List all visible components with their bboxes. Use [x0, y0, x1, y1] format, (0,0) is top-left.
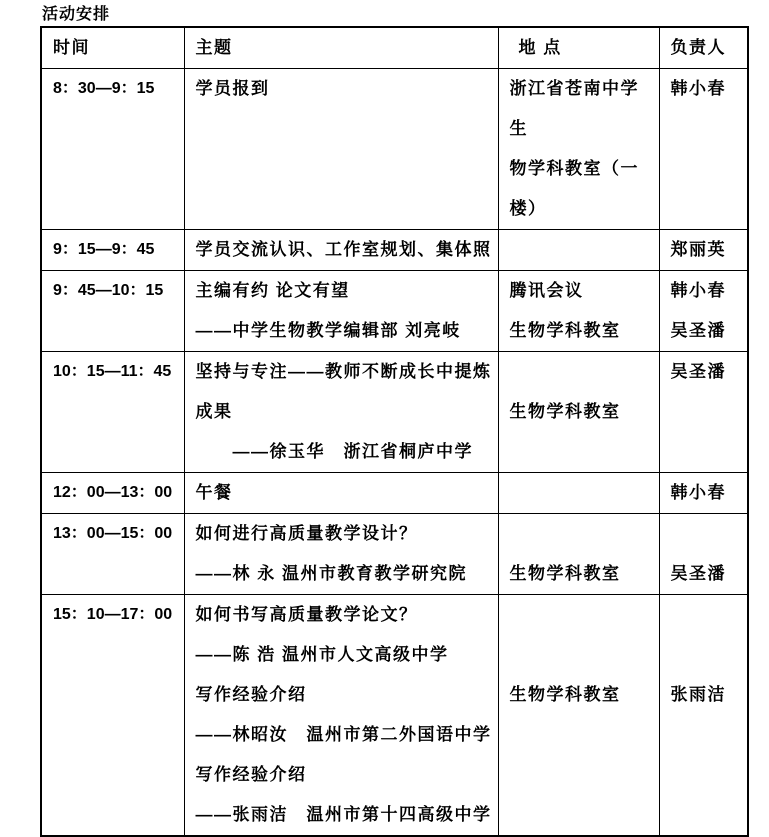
time-cell — [41, 514, 184, 595]
topic-cell-line: 主编有约 论文有望 — [195, 281, 350, 300]
location-cell-line: 生物学科教室 — [509, 402, 621, 421]
location-cell — [498, 473, 659, 514]
topic-cell-line: ——陈 浩 温州市人文高级中学 — [195, 645, 449, 664]
header-topic: 主题 — [184, 27, 498, 69]
topic-cell-line: 成果 — [195, 402, 233, 421]
person-cell-line: 韩小春 — [670, 79, 726, 98]
table-row — [41, 595, 748, 837]
person-cell-line — [671, 635, 742, 675]
time-cell-line: 9：45—10：15 — [53, 282, 164, 299]
table-body — [41, 69, 748, 837]
table-row — [41, 514, 748, 595]
location-cell-line: 生物学科教室 — [509, 321, 621, 340]
time-cell — [41, 230, 184, 271]
header-time: 时间 — [41, 27, 184, 69]
location-cell — [498, 595, 659, 837]
time-cell — [41, 271, 184, 352]
topic-cell-line: 如何进行高质量教学设计？ — [195, 524, 418, 543]
topic-cell-line: 写作经验介绍 — [195, 765, 307, 784]
schedule-table — [40, 26, 749, 837]
person-cell-line — [671, 595, 742, 635]
topic-cell-line: ——林 永 温州市教育教学研究院 — [195, 564, 467, 583]
person-cell-line: 张雨洁 — [670, 685, 726, 704]
location-cell — [498, 352, 659, 473]
location-cell-line: 浙江省苍南中学生 — [509, 79, 639, 138]
person-cell-line: 韩小春 — [670, 281, 726, 300]
location-cell-line: 物学科教室（一楼） — [509, 159, 639, 218]
location-cell-line — [510, 514, 653, 554]
page-title: 活动安排 — [42, 6, 111, 23]
topic-cell — [184, 230, 498, 271]
topic-cell-line: 写作经验介绍 — [195, 685, 307, 704]
person-cell — [659, 69, 748, 230]
location-cell-line — [510, 595, 653, 635]
topic-cell — [184, 352, 498, 473]
location-cell — [498, 271, 659, 352]
table-row — [41, 473, 748, 514]
table-row — [41, 271, 748, 352]
time-cell-line: 8：30—9：15 — [53, 80, 155, 97]
topic-cell-line: 如何书写高质量教学论文？ — [195, 605, 418, 624]
location-cell — [498, 514, 659, 595]
person-cell — [659, 352, 748, 473]
person-cell — [659, 473, 748, 514]
time-cell — [41, 352, 184, 473]
time-cell-line: 10：15—11：45 — [53, 363, 172, 380]
person-cell — [659, 271, 748, 352]
location-cell-line: 生物学科教室 — [509, 685, 621, 704]
person-cell-line: 韩小春 — [670, 483, 726, 502]
person-cell — [659, 230, 748, 271]
time-cell — [41, 595, 184, 837]
table-row — [41, 69, 748, 230]
table-row — [41, 352, 748, 473]
header-location: 地 点 — [498, 27, 659, 69]
time-cell-line: 9：15—9：45 — [53, 241, 155, 258]
topic-cell-line: ——中学生物教学编辑部 刘亮岐 — [195, 321, 461, 340]
table-row — [41, 230, 748, 271]
topic-cell — [184, 271, 498, 352]
time-cell — [41, 473, 184, 514]
person-cell — [659, 514, 748, 595]
header-person: 负责人 — [659, 27, 748, 69]
time-cell-line: 13：00—15：00 — [53, 525, 173, 542]
topic-cell — [184, 69, 498, 230]
topic-cell-line: ——张雨洁 温州市第十四高级中学 — [195, 805, 492, 824]
time-cell-line: 12：00—13：00 — [53, 484, 173, 501]
location-cell-line: 腾讯会议 — [509, 281, 584, 300]
topic-cell-line: ——徐玉华 浙江省桐庐中学 — [195, 442, 473, 461]
time-cell-line: 15：10—17：00 — [53, 606, 173, 623]
time-cell — [41, 69, 184, 230]
topic-cell-line: 坚持与专注——教师不断成长中提炼 — [195, 362, 492, 381]
topic-cell — [184, 595, 498, 837]
topic-cell-line: 午餐 — [195, 483, 233, 502]
person-cell-line: 吴圣潘 — [670, 362, 726, 381]
person-cell-line: 郑丽英 — [670, 240, 726, 259]
topic-cell — [184, 473, 498, 514]
person-cell-line — [671, 514, 742, 554]
topic-cell — [184, 514, 498, 595]
location-cell — [498, 230, 659, 271]
person-cell-line: 吴圣潘 — [670, 321, 726, 340]
topic-cell-line: 学员交流认识、工作室规划、集体照 — [195, 240, 492, 259]
location-cell-line: 生物学科教室 — [509, 564, 621, 583]
location-cell — [498, 69, 659, 230]
location-cell-line — [510, 635, 653, 675]
person-cell — [659, 595, 748, 837]
header-row — [41, 27, 748, 69]
topic-cell-line: 学员报到 — [195, 79, 270, 98]
person-cell-line: 吴圣潘 — [670, 564, 726, 583]
topic-cell-line: ——林昭汝 温州市第二外国语中学 — [195, 725, 492, 744]
location-cell-line — [510, 352, 653, 392]
